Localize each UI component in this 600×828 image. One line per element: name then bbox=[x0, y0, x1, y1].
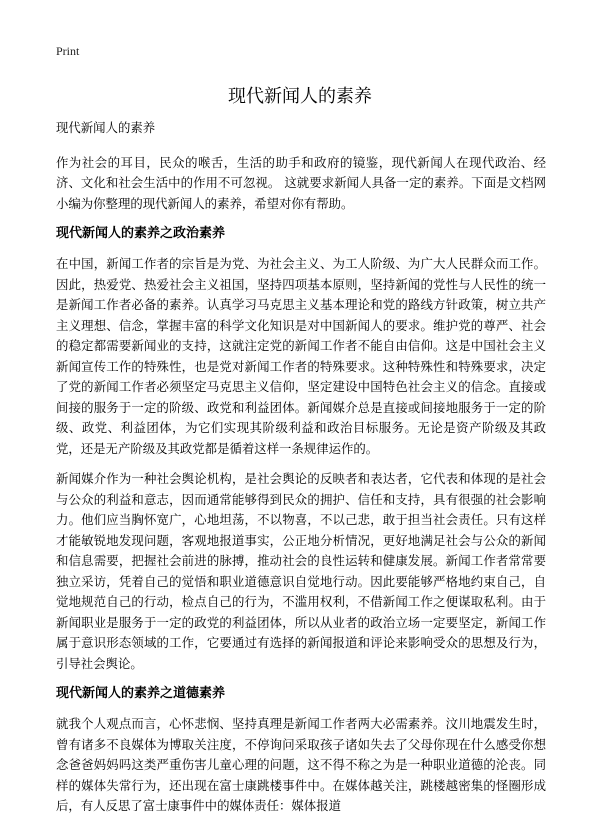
intro-paragraph: 作为社会的耳目，民众的喉舌，生活的助手和政府的镜鉴，现代新闻人在现代政治、经济、文化和社会生活中的作用不可忽视。 这就要求新闻人具备一定的素养。下面是文档网小编为你整理的现代新闻人的素养，希望对你有帮助。 bbox=[56, 154, 546, 211]
moral-paragraph-1: 就我个人观点而言，心怀悲悯、坚持真理是新闻工作者两大必需素养。汶川地震发生时，曾有诸多不良媒体为博取关注度，不停询问采取孩子诸如失去了父母你现在什么感受你想念爸爸妈妈吗这类严重伤害儿童心理的问题，这不得不称之为是一种职业道德的沦丧。同样的媒体失常行为，还出现在富士康跳楼事件中。在媒体越关注，跳楼越密集的怪圈形成后，有人反思了富士康事件中的媒体责任：媒体报道 bbox=[56, 716, 546, 813]
document-title: 现代新闻人的素养 bbox=[228, 86, 372, 107]
political-paragraph-1: 在中国，新闻工作者的宗旨是为党、为社会主义、为工人阶级、为广大人民群众而工作。因此，热爱党、热爱社会主义祖国，坚持四项基本原则，坚持新闻的党性与人民性的统一是新闻工作者必备的素养。认真学习马克思主义基本理论和党的路线方针政策，树立共产主义理想、信念，掌握丰富的科学文化知识是对中国新闻人的要求。维护党的尊严、社会的稳定都需要新闻业的支持，这就注定党的新闻工作者不能自由信仰。这是中国社会主义新闻宣传工作的特殊性，也是党对新闻工作者的特殊要求。这种特殊性和特殊要求，决定了党的新闻工作者必须坚定马克思主义信仰，坚定建设中国特色社会主义的信念。直接或间接的服务于一定的阶级、政党和利益团体。新闻媒介总是直接或间接地服务于一定的阶级、政党、利益团体，为它们实现其阶级利益和政治目标服务。无论是资产阶级及其政党，还是无产阶级及其政党都是循着这样一条规律运作的。 bbox=[56, 256, 546, 456]
print-link[interactable]: Print bbox=[56, 44, 80, 58]
intro-subtitle: 现代新闻人的素养 bbox=[56, 120, 156, 135]
political-paragraph-2: 新闻媒介作为一种社会舆论机构，是社会舆论的反映者和表达者，它代表和体现的是社会与公众的利益和意志，因而通常能够得到民众的拥护、信任和支持，具有很强的社会影响力。他们应当胸怀宽广，心地坦荡，不以物喜，不以己悲，敢于担当社会责任。只有这样才能敏锐地发现问题，客观地报道事实，公正地分析情况，更好地满足社会与公众的新闻和信息需要，把握社会前进的脉搏，推动社会的良性运转和健康发展。新闻工作者常常要独立采访，凭着自己的觉悟和职业道德意识自觉地行动。因此要能够严格地约束自己，自觉地规范自己的行动，检点自己的行为，不滥用权利，不借新闻工作之便谋取私利。由于新闻职业是服务于一定的政党的利益团体，所以从业者的政治立场一定要坚定，新闻工作属于意识形态领域的工作，它要通过有选择的新闻报道和评论来影响受众的思想及行为，引导社会舆论。 bbox=[56, 471, 546, 671]
document-body bbox=[56, 118, 546, 827]
section-heading-moral: 现代新闻人的素养之道德素养 bbox=[56, 686, 226, 701]
section-heading-political: 现代新闻人的素养之政治素养 bbox=[56, 226, 226, 241]
